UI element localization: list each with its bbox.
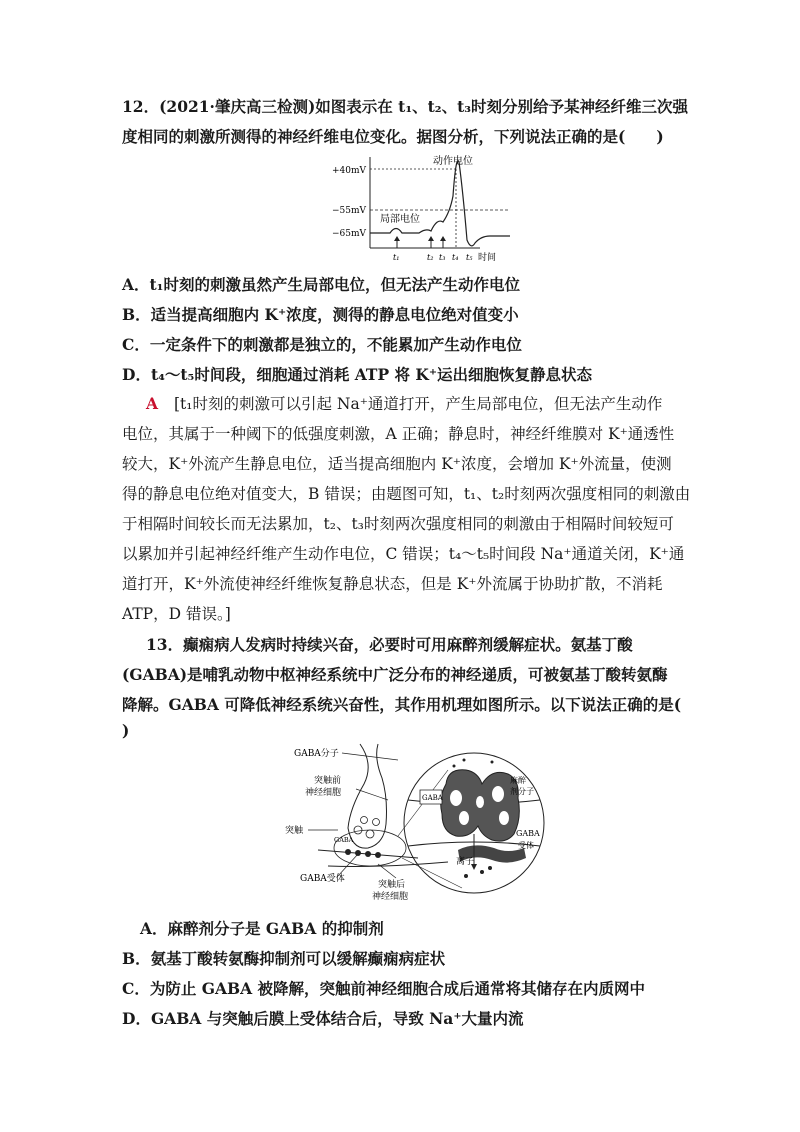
q13-option-b: B．氨基丁酸转氨酶抑制剂可以缓解癫痫病症状 xyxy=(122,949,446,968)
q12-explanation-line5: 于相隔时间较长而无法累加，t₂、t₃时刻两次强度相同的刺激由于相隔时间较短可 xyxy=(122,515,674,533)
q12-stem-line1: 12．(2021·肇庆高三检测)如图表示在 t₁、t₂、t₃时刻分别给予某神经纤维三次强 xyxy=(122,97,689,116)
q12-potential-graph xyxy=(325,152,515,264)
t2-label: t₂ xyxy=(427,253,434,262)
q12-explanation-line3: 较大，K⁺外流产生静息电位，适当提高细胞内 K⁺浓度，会增加 K⁺外流量，使测 xyxy=(122,455,672,473)
t1-label: t₁ xyxy=(393,253,400,262)
presynaptic-label-2: 神经细胞 xyxy=(305,788,342,798)
q12-explanation-line4: 得的静息电位绝对值变大，B 错误；由题图可知，t₁、t₂时刻两次强度相同的刺激由 xyxy=(122,485,691,503)
q12-explanation-line7: 道打开，K⁺外流使神经纤维恢复静息状态，但是 K⁺外流属于协助扩散，不消耗 xyxy=(122,575,663,593)
q12-explanation-line8: ATP，D 错误。] xyxy=(122,605,231,623)
q12-option-d: D．t₄～t₅时间段，细胞通过消耗 ATP 将 K⁺运出细胞恢复静息状态 xyxy=(122,365,593,384)
t4-label: t₄ xyxy=(452,253,459,262)
gaba-small-label-1: GABA xyxy=(334,836,354,844)
gaba-receptor-right-label-1: GABA xyxy=(516,829,540,838)
y-label-plus40: +40mV xyxy=(332,166,367,176)
gaba-molecule-label: GABA分子 xyxy=(294,749,339,759)
q12-explanation-line6: 以累加并引起神经纤维产生动作电位，C 错误；t₄～t₅时间段 Na⁺通道关闭，K⁺通 xyxy=(122,545,685,563)
postsynaptic-label-1: 突触后 xyxy=(378,880,406,890)
y-label-minus65: −65mV xyxy=(332,229,367,239)
time-axis-label: 时间 xyxy=(478,253,497,263)
q13-option-c: C．为防止 GABA 被降解，突触前神经细胞合成后通常将其储存在内质网中 xyxy=(122,979,646,998)
action-potential-label: 动作电位 xyxy=(433,156,473,167)
gaba-small-label-2: GABA xyxy=(422,794,443,802)
y-label-minus55: −55mV xyxy=(332,206,367,216)
presynaptic-label-1: 突触前 xyxy=(314,776,342,786)
q13-option-d: D．GABA 与突触后膜上受体结合后，导致 Na⁺大量内流 xyxy=(122,1009,524,1028)
q12-explanation-line2: 电位，其属于一种阈下的低强度刺激，A 正确；静息时，神经纤维膜对 K⁺通透性 xyxy=(122,425,675,443)
anesthetic-label-1: 麻醉 xyxy=(510,776,526,785)
t5-label: t₅ xyxy=(466,253,473,262)
q12-explanation-line1: [t₁时刻的刺激可以引起 Na⁺通道打开，产生局部电位，但无法产生动作 xyxy=(174,395,663,413)
q13-option-a: A．麻醉剂分子是 GABA 的抑制剂 xyxy=(140,919,384,938)
q13-stem-line4: ) xyxy=(122,721,130,740)
synapse-label: 突触 xyxy=(285,826,304,836)
q13-stem-line3: 降解。GABA 可降低神经系统兴奋性，其作用机理如图所示。以下说法正确的是( xyxy=(122,695,682,714)
q13-stem-line2: (GABA)是哺乳动物中枢神经系统中广泛分布的神经递质，可被氨基丁酸转氨酶 xyxy=(122,665,668,684)
gaba-receptor-right-label-2: 受体 xyxy=(518,841,534,850)
q13-stem-line1: 13．癫痫病人发病时持续兴奋，必要时可用麻醉剂缓解症状。氨基丁酸 xyxy=(146,635,633,654)
q12-option-b: B．适当提高细胞内 K⁺浓度，测得的静息电位绝对值变小 xyxy=(122,305,519,324)
q12-answer-letter: A xyxy=(146,394,159,413)
gaba-receptor-left-label: GABA受体 xyxy=(300,874,345,884)
anesthetic-label-2: 剂分子 xyxy=(510,787,534,796)
postsynaptic-label-2: 神经细胞 xyxy=(372,892,409,902)
q12-option-c: C．一定条件下的刺激都是独立的，不能累加产生动作电位 xyxy=(122,335,522,354)
local-potential-label: 局部电位 xyxy=(380,214,420,225)
q12-option-a: A．t₁时刻的刺激虽然产生局部电位，但无法产生动作电位 xyxy=(122,275,520,294)
q12-stem-line2: 度相同的刺激所测得的神经纤维电位变化。据图分析，下列说法正确的是( ) xyxy=(122,127,664,146)
t3-label: t₃ xyxy=(439,253,446,262)
q13-synapse-diagram xyxy=(278,738,548,906)
ion-label: 离子 xyxy=(456,857,475,867)
